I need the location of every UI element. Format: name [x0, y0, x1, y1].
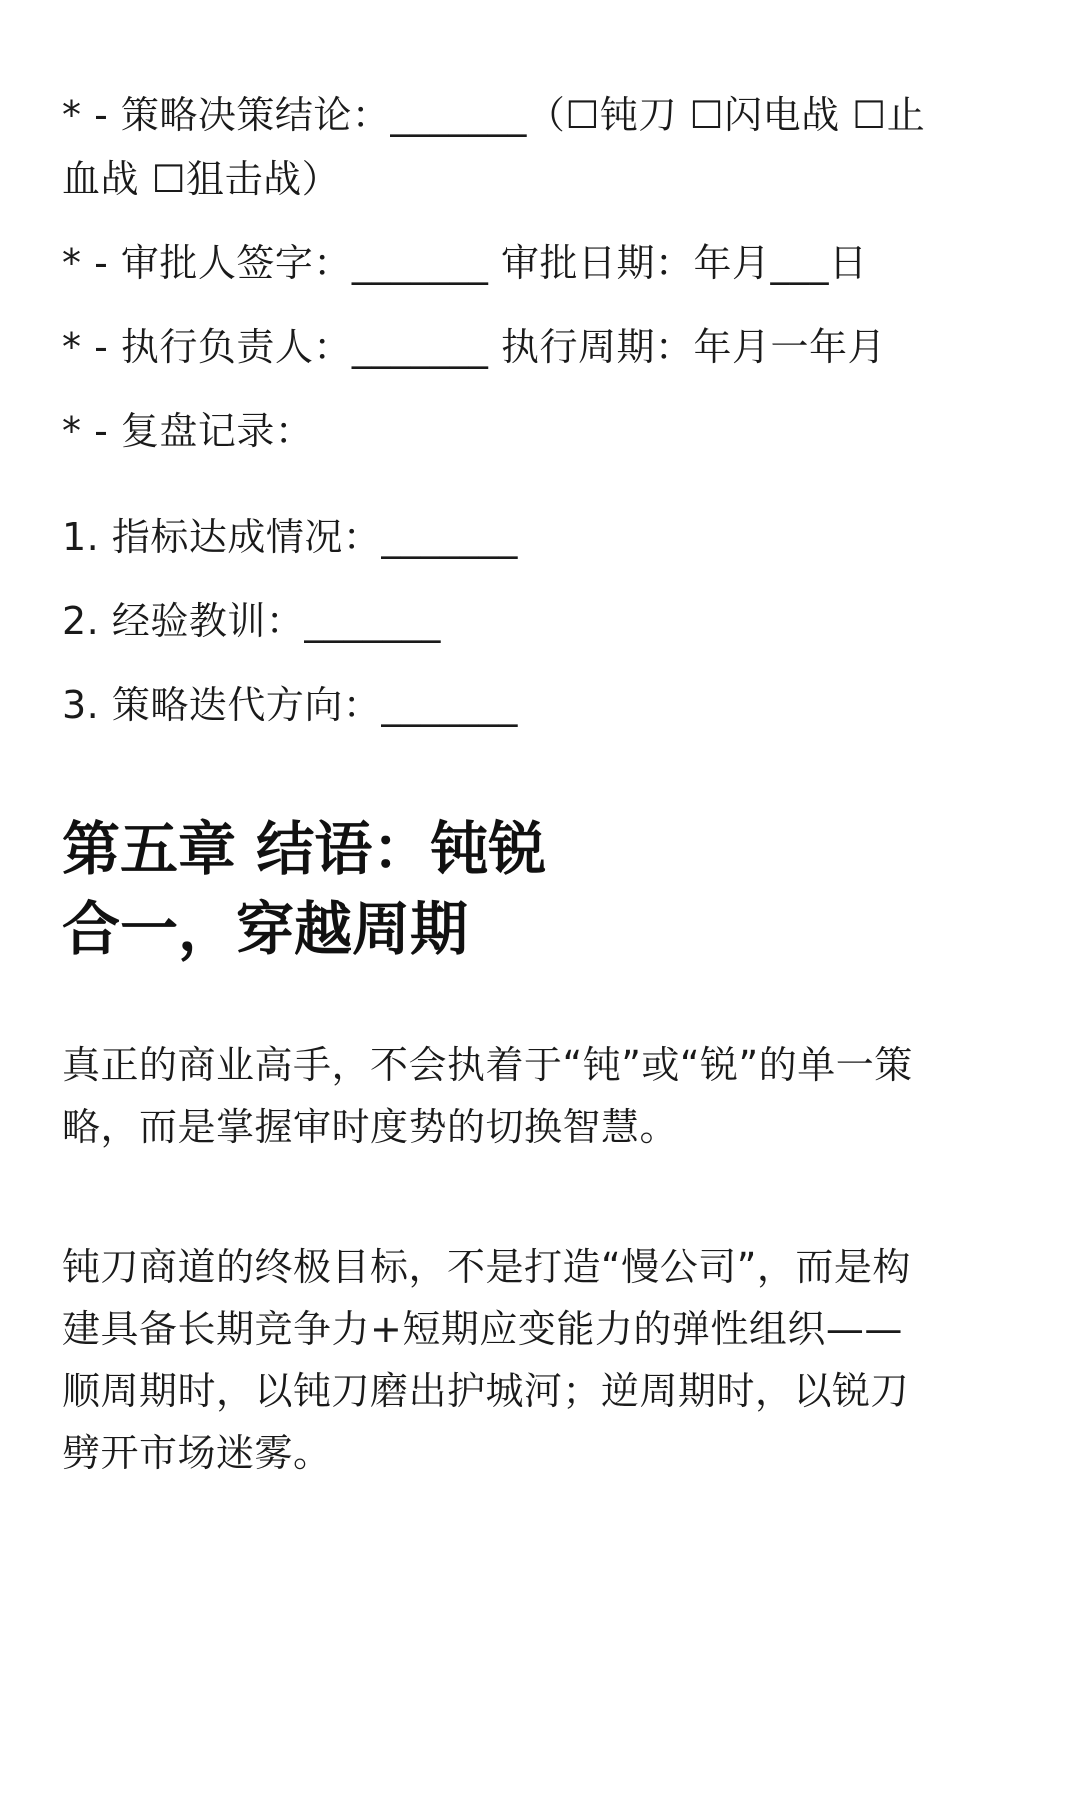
- decision-conclusion-line: * - 策略决策结论：_______（☐钝刀 ☐闪电战 ☐止: [62, 93, 926, 137]
- chapter-title-line2: 合一，穿越周期: [62, 895, 469, 963]
- paragraph-2-line3: 顺周期时，以钝刀磨出护城河；逆周期时，以锐刀: [62, 1369, 910, 1413]
- chapter-title-line1: 第五章 结语：钝锐: [62, 815, 547, 883]
- paragraph-2-line4: 劈开市场迷雾。: [62, 1431, 332, 1475]
- paragraph-2-line2: 建具备长期竞争力+短期应变能力的弹性组织——: [62, 1307, 903, 1351]
- review-record-label: * - 复盘记录：: [62, 409, 314, 453]
- decision-conclusion-line-cont: 血战 ☐狙击战）: [62, 157, 341, 201]
- paragraph-2-line1: 钝刀商道的终极目标，不是打造“慢公司”，而是构: [62, 1245, 911, 1289]
- review-item-3: 3. 策略迭代方向：_______: [62, 683, 518, 727]
- executor-line: * - 执行负责人：_______ 执行周期：年月一年月: [62, 325, 886, 369]
- paragraph-1-line2: 略，而是掌握审时度势的切换智慧。: [62, 1105, 679, 1149]
- paragraph-1-line1: 真正的商业高手，不会执着于“钝”或“锐”的单一策: [62, 1043, 913, 1087]
- approver-signature-line: * - 审批人签字：_______ 审批日期：年月___日: [62, 241, 868, 285]
- review-item-1: 1. 指标达成情况：_______: [62, 515, 518, 559]
- review-item-2: 2. 经验教训：_______: [62, 599, 441, 643]
